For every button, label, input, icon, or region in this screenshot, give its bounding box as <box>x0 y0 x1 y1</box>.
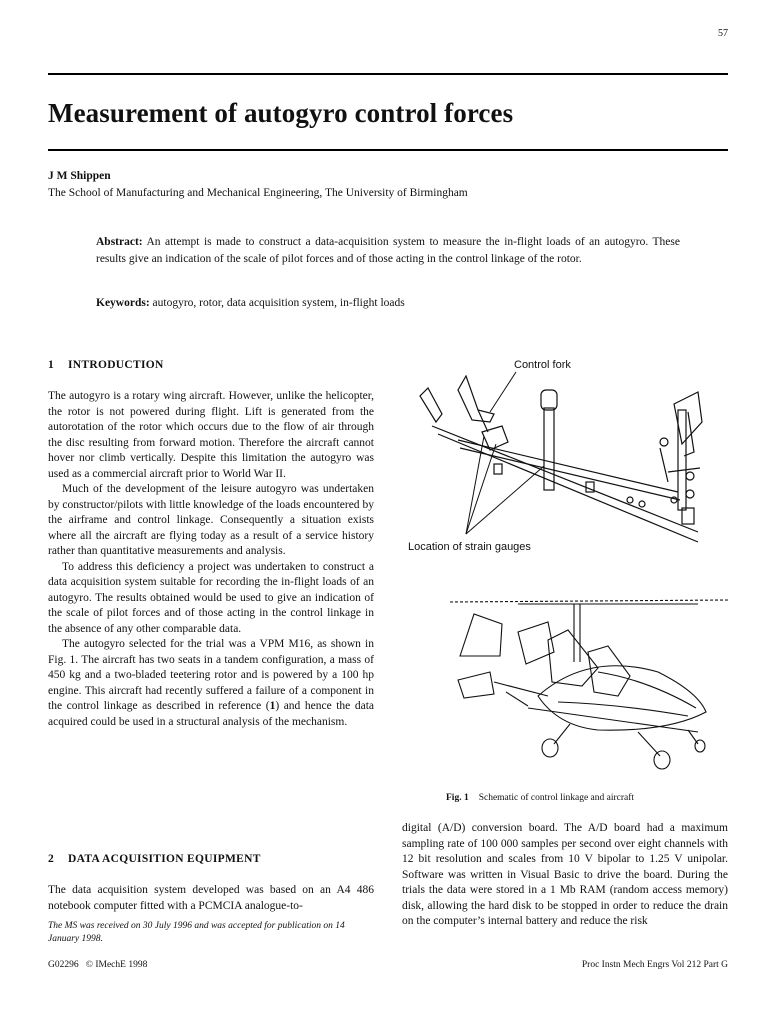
section-1-number: 1 <box>48 359 55 371</box>
page-number: 57 <box>718 28 728 39</box>
section-2-body <box>48 883 374 914</box>
right-column-text <box>402 821 728 930</box>
intro-paragraph-3: To address this deficiency a project was undertaken to construct a data acquisition system suitable for recording the in-flight loads of an autogyro. The results obtained would be used to give an indication of the scale of pilot forces and of those acting in the control linkage in the absence of any other comparable data. <box>48 560 374 635</box>
section-2-number: 2 <box>48 853 55 865</box>
paper-title: Measurement of autogyro control forces <box>48 98 514 128</box>
reference-link[interactable]: 1 <box>269 700 276 712</box>
ad-board-paragraph: digital (A/D) conversion board. The A/D board had a maximum sampling rate of 100 000 samples per second over eight channels with 12 bit resolution and scales from 10 V bipolar to 1.25 V unipolar. Software was written in Visual Basic to drive the board. During the trials the data were stored in a 1 Mb RAM (random access memory) disk, allowing the hard disk to be stopped in order to reduce the drain on the computer’s internal battery and reduce the risk <box>402 822 728 927</box>
section-1-body <box>48 389 374 730</box>
intro-paragraph-4: The autogyro selected for the trial was a VPM M16, as shown in Fig. 1. The aircraft has two seats in a tandem configuration, a mass of 450 kg and a two-bladed teetering rotor and is powered by a 100 hp engine. This aircraft had recently suffered a failure of a component in the control linkage as described in reference (1) and hence the data acquired could be used in a structural analysis of the mechanism. <box>48 638 374 728</box>
keywords-label: Keywords: <box>96 297 150 309</box>
footer-left <box>48 960 147 970</box>
figure-caption <box>446 793 634 803</box>
title-rule <box>48 149 728 151</box>
publisher: IMechE 1998 <box>95 960 148 970</box>
keywords-text: autogyro, rotor, data acquisition system, in-flight loads <box>149 297 405 309</box>
data-acquisition-paragraph: The data acquisition system developed was based on an A4 486 notebook computer fitted with a PCMCIA analogue-to- <box>48 884 374 912</box>
intro-paragraph-1: The autogyro is a rotary wing aircraft. However, unlike the helicopter, the rotor is not powered during flight. Lift is generated from the autorotation of the rotor which occurs due to the flow of air through the disc resulting from forward motion. Therefore the aircraft cannot hover nor climb vertically. Despite this limitation the autogyro was used as a commercial aircraft prior to World War II. <box>48 390 374 480</box>
author: J M Shippen <box>48 170 111 182</box>
intro-paragraph-2: Much of the development of the leisure autogyro was undertaken by constructor/pilots with little knowledge of the loads encountered by the airframe and control linkage. Consequently a situation exists where all the aircraft are flying today as a result of a service history rather than quantitative measurements and analysis. <box>48 483 374 557</box>
strain-gauges-label: Location of strain gauges <box>408 541 531 553</box>
aircraft-drawing <box>450 600 728 769</box>
top-rule <box>48 73 728 75</box>
abstract <box>96 234 680 267</box>
section-2-title: DATA ACQUISITION EQUIPMENT <box>68 853 261 865</box>
received-footnote: The MS was received on 30 July 1996 and was accepted for publication on 14 January 1998. <box>48 921 345 944</box>
figure-caption-label: Fig. 1 <box>446 793 469 803</box>
section-1-title: INTRODUCTION <box>68 359 164 371</box>
figure-caption-text: Schematic of control linkage and aircraft <box>478 793 635 803</box>
figure-1 <box>398 352 732 784</box>
affiliation: The School of Manufacturing and Mechanical Engineering, The University of Birmingham <box>48 187 468 199</box>
abstract-text: An attempt is made to construct a data-acquisition system to measure the in-flight loads of an autogyro. These results give an indication of the scale of pilot forces and of those acting in the control linkage of the rotor. <box>96 236 680 265</box>
control-linkage-drawing <box>420 376 702 542</box>
control-fork-label: Control fork <box>514 359 571 371</box>
article-code: G02296 <box>48 960 79 970</box>
copyright-icon: © <box>85 960 93 970</box>
section-2-heading <box>48 852 374 868</box>
keywords <box>96 297 680 309</box>
abstract-label: Abstract: <box>96 236 143 248</box>
journal-reference: Proc Instn Mech Engrs Vol 212 Part G <box>581 960 728 970</box>
section-1-heading <box>48 358 374 374</box>
